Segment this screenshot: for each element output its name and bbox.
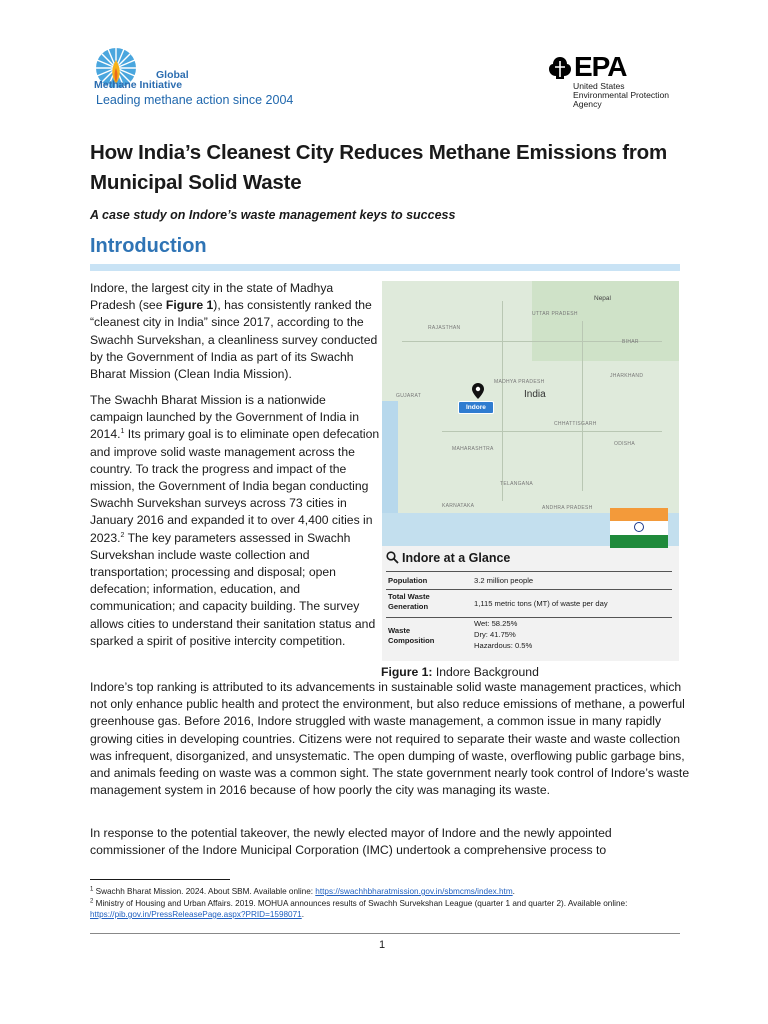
- india-flag: [610, 508, 668, 548]
- map-place-label: MADHYA PRADESH: [494, 379, 545, 385]
- map-place-label: CHHATTISGARH: [554, 421, 597, 427]
- map-road: [442, 431, 662, 432]
- flag-saffron-band: [610, 508, 668, 521]
- glance-key: Total Waste: [388, 592, 430, 601]
- ashoka-chakra-icon: [634, 522, 644, 532]
- map-city-callout: Indore: [458, 401, 494, 414]
- document-title: How India’s Cleanest City Reduces Methane Emissions from Municipal Solid Waste: [90, 141, 667, 194]
- gmi-tagline: Leading methane action since 2004: [96, 93, 294, 107]
- map-place-label: MAHARASHTRA: [452, 446, 494, 452]
- map-road: [582, 321, 583, 491]
- page-number: 1: [379, 939, 386, 951]
- glance-row-waste-composition: [386, 617, 672, 653]
- map-place-label: RAJASTHAN: [428, 325, 461, 331]
- glance-key: Population: [388, 576, 428, 585]
- epa-agency-name: [573, 82, 669, 109]
- glance-key: Waste: [388, 626, 411, 635]
- footnote-2: [90, 898, 690, 920]
- map-label-nepal: Nepal: [594, 295, 611, 302]
- paragraph-1: [90, 280, 380, 383]
- map-place-label: BIHAR: [622, 339, 639, 345]
- footnote-ref-2[interactable]: 2: [120, 531, 125, 539]
- p1-text-b: ), has consistently ranked the “cleanest city in India” since 2017, according to the Swachh Survekshan, a cleanliness survey conducted by the Government of India as part of its Swachh Bharat Mission (Clean India Mission).: [90, 298, 378, 382]
- epa-logo: [548, 51, 688, 111]
- flag-white-band: [610, 521, 668, 534]
- glance-row-population: [386, 571, 672, 589]
- india-map: [382, 281, 679, 546]
- epa-sub-line1: United States: [573, 81, 625, 91]
- p1-text-a: Indore, the largest city in the state of Madhya Pradesh (see: [90, 281, 334, 313]
- footnote-divider: [90, 879, 230, 880]
- glance-value: Wet: 58.25%: [474, 619, 518, 628]
- glance-key: Generation: [388, 602, 429, 611]
- map-place-label: UTTAR PRADESH: [532, 311, 578, 317]
- map-place-label: TELANGANA: [500, 481, 533, 487]
- footnote-1-text: Swachh Bharat Mission. 2024. About SBM. Available online:: [93, 887, 316, 896]
- flag-green-band: [610, 535, 668, 548]
- epa-wordmark: EPA: [574, 51, 627, 82]
- map-place-label: KARNATAKA: [442, 503, 475, 509]
- glance-heading: [386, 551, 510, 565]
- glance-row-waste-generation: [386, 589, 672, 617]
- gmi-name-line2: Methane Initiative: [94, 79, 183, 91]
- magnifier-icon: [386, 551, 399, 564]
- footnote-2-tail: .: [301, 910, 304, 919]
- glance-value: Hazardous: 0.5%: [474, 641, 533, 650]
- footnote-2-text: Ministry of Housing and Urban Affairs. 2019. MOHUA announces results of Swachh Survekshan League (quarter 1 and quarter 2). Available online:: [93, 899, 628, 908]
- p2-text-c: The key parameters assessed in Swachh Survekshan include waste collection and transportation; processing and disposal; open defecation; information, education, and communication; and capacity building. The survey allows cities to understand their sanitation status and sparked a spirit of positive intercity competition.: [90, 530, 376, 648]
- figure-caption-label: Figure 1:: [381, 665, 433, 679]
- map-place-label: ANDHRA PRADESH: [542, 505, 593, 511]
- paragraph-4: In response to the potential takeover, the newly elected mayor of Indore and the newly appointed commissioner of the Indore Municipal Corporation (IMC) undertook a comprehensive process to: [90, 826, 612, 858]
- footnote-2-number: 2: [90, 898, 94, 905]
- map-place-label: GUJARAT: [396, 393, 422, 399]
- section-heading-introduction: Introduction: [90, 235, 207, 257]
- gmi-name: [94, 69, 189, 91]
- figure-caption-text: Indore Background: [432, 665, 539, 679]
- map-label-india: India: [524, 389, 546, 400]
- figure-caption: [381, 665, 539, 679]
- paragraph-2: [90, 392, 380, 650]
- epa-sub-line3: Agency: [573, 99, 602, 109]
- glance-value: Dry: 41.75%: [474, 630, 516, 639]
- heading-rule: [90, 264, 680, 271]
- page-footer-rule: [90, 933, 680, 934]
- location-pin-icon: [472, 383, 484, 399]
- map-place-label: JHARKHAND: [610, 373, 644, 379]
- p2-text-a: The Swachh Bharat Mission is a nationwide campaign launched by the Government of India in 2014.: [90, 393, 359, 442]
- map-road: [502, 301, 503, 501]
- figure-1: [382, 281, 679, 661]
- figure-1-reference: Figure 1: [165, 298, 214, 313]
- glance-value: 1,115 metric tons (MT) of waste per day: [474, 599, 608, 608]
- footnote-1: [90, 886, 690, 897]
- footnote-ref-1[interactable]: 1: [120, 428, 125, 436]
- glance-value: 3.2 million people: [474, 576, 534, 585]
- footnote-1-number: 1: [90, 886, 94, 893]
- epa-sub-line2: Environmental Protection: [573, 90, 670, 100]
- glance-key: Composition: [388, 636, 435, 645]
- footnote-1-tail: .: [512, 887, 515, 896]
- epa-flower-icon: [548, 55, 572, 81]
- paragraph-3: Indore’s top ranking is attributed to its advancements in sustainable solid waste management practices, which not only enhance public health and protect the environment, but also reduce emissions of methane, a powerful greenhouse gas. Before 2016, Indore struggled with waste management, a common issue in many rapidly growing cities in developing countries. Citizens were not required to separate their waste and waste collection was infrequent, disorganized, and unsystematic. The open dumping of waste, overflowing public garbage bins, and animals feeding on waste was a common sight. The state government nearly took control of Indore’s waste management system in 2016 because of how poorly the city was managing its waste.: [90, 680, 690, 798]
- footnote-2-link[interactable]: https://pib.gov.in/PressReleasePage.aspx?PRID=1598071: [90, 910, 302, 919]
- map-place-label: ODISHA: [614, 441, 635, 447]
- gmi-name-line1: Global: [156, 69, 189, 81]
- map-region-north: [532, 281, 679, 361]
- p2-text-b: Its primary goal is to eliminate open defecation and improve solid waste management across the country. To track the progress and impact of the mission, the Government of India began conducting Swachh Survekshan surveys across 73 cities in January 2016 and expanded it to over 4,400 cities in 2023.: [90, 427, 380, 545]
- document-subtitle: A case study on Indore’s waste management keys to success: [90, 208, 456, 222]
- footnote-1-link[interactable]: https://swachhbharatmission.gov.in/sbmcms/index.htm: [315, 887, 513, 896]
- gmi-logo: [92, 44, 302, 110]
- glance-title: Indore at a Glance: [402, 551, 511, 565]
